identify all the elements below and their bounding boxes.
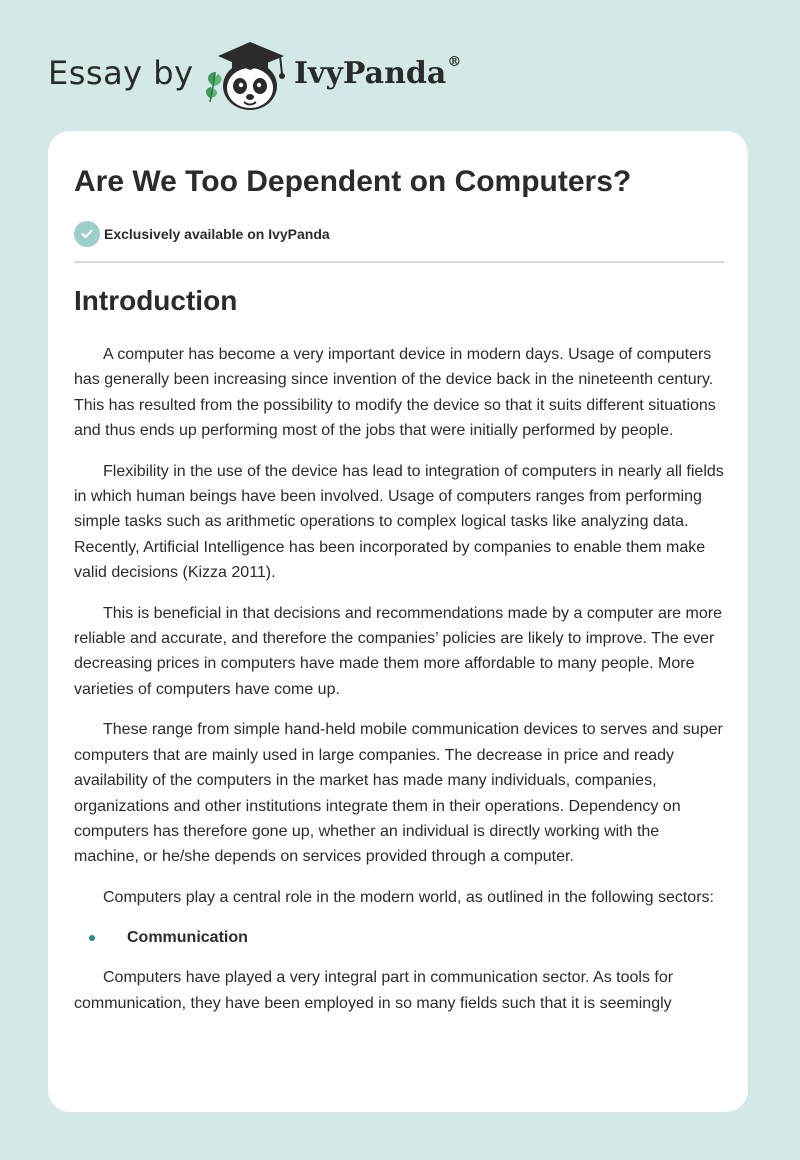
paragraph: Flexibility in the use of the device has lead to integration of computers in nearly all fields in which human beings have been involved. Usage of computers ranges from performing simple tasks such as arithmetic operations to complex logical tasks like analyzing data. Recently, Artificial Intelligence has been incorporated by companies to enable them make valid decisions (Kizza 2011). [74,462,724,582]
site-header [48,30,508,120]
panda-graduate-logo-icon[interactable] [200,34,296,114]
bullet-label: Communication [127,928,248,946]
brand-text: IvyPanda [294,56,447,91]
paragraph: This is beneficial in that decisions and recommendations made by a computer are more reliable and accurate, and therefore the companies’ policies are likely to improve. The ever decreasing prices in computers have made them more affordable to many people. More varieties of computers have come up. [74,604,722,698]
paragraph: Computers play a central role in the modern world, as outlined in the following sectors: [103,888,714,906]
divider [74,261,724,263]
check-circle-icon [74,221,100,247]
paragraph: Computers have played a very integral part in communication sector. As tools for communication, they have been employed in so many fields such that it is seemingly [74,969,674,1012]
registered-mark: ® [447,54,462,70]
paragraph: A computer has become a very important device in modern days. Usage of computers has generally been increasing since invention of the device back in the nineteenth century. This has resulted from the possibility to modify the device so that it suits different situations and thus ends up performing most of the jobs that were initially performed by people. [74,346,716,440]
paragraph: These range from simple hand-held mobile communication devices to serves and super computers that are mainly used in large companies. The decrease in price and ready availability of the computers in the market has made many individuals, companies, organizations and other institutions integrate them in their operations. Dependency on computers has therefore gone up, whether an individual is directly working with the machine, or he/she depends on services provided through a computer. [74,721,723,866]
essay-by-label: Essay by [48,54,194,92]
exclusive-badge [74,221,330,247]
section-heading: Introduction [74,285,238,316]
brand-name[interactable] [294,56,461,91]
list-item [74,925,724,950]
exclusive-label: Exclusively available on IvyPanda [104,226,330,242]
page-title: Are We Too Dependent on Computers? [74,165,632,198]
bullet-dot-icon [89,935,95,941]
essay-body [74,342,724,1031]
essay-card [48,131,748,1112]
